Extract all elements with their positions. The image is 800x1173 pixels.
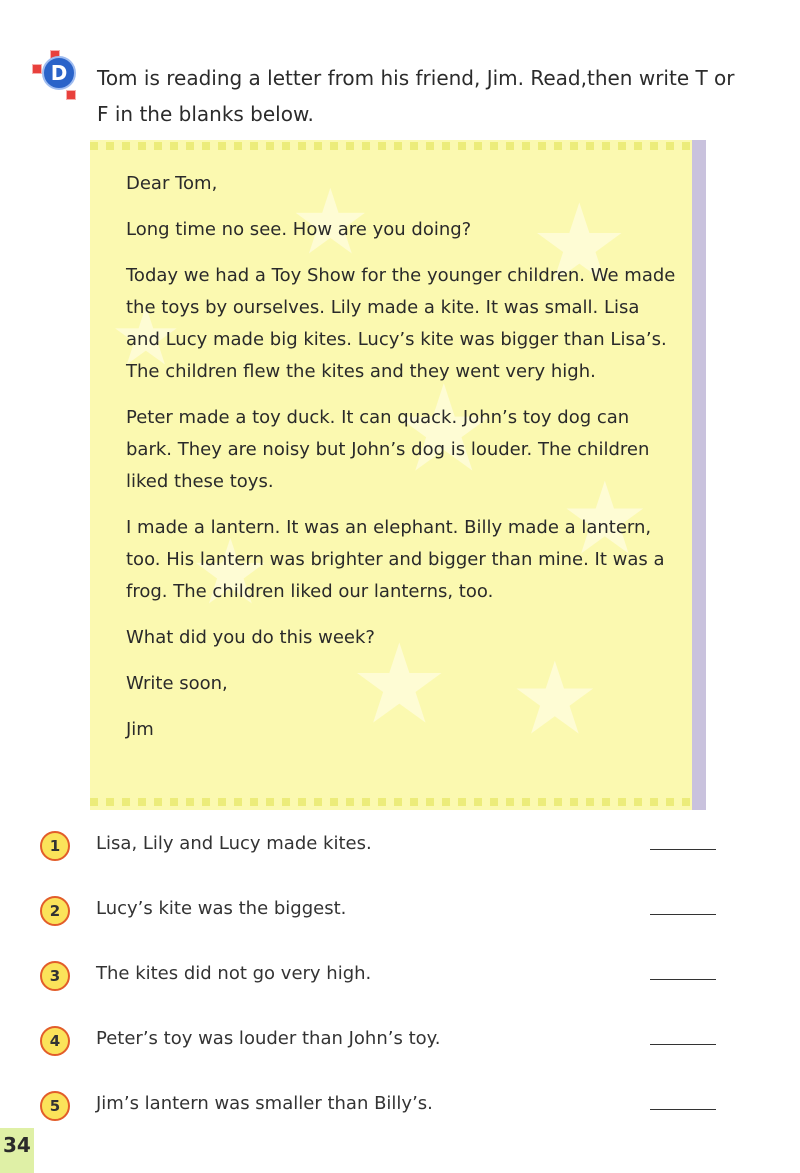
section-letter: D bbox=[42, 56, 76, 90]
star-decoration: ★ bbox=[290, 170, 371, 275]
question-number: 2 bbox=[40, 896, 70, 926]
question-item bbox=[40, 829, 720, 863]
letter-greeting: Dear Tom, bbox=[126, 173, 218, 194]
star-decoration: ★ bbox=[350, 620, 449, 748]
question-item bbox=[40, 1024, 720, 1058]
answer-blank[interactable] bbox=[650, 1044, 716, 1045]
letter-panel bbox=[90, 140, 706, 810]
question-text: Lucy’s kite was the biggest. bbox=[96, 898, 347, 919]
question-text: Peter’s toy was louder than John’s toy. bbox=[96, 1028, 441, 1049]
question-item bbox=[40, 1089, 720, 1123]
section-badge bbox=[30, 50, 78, 102]
question-number: 3 bbox=[40, 961, 70, 991]
letter-paragraph: I made a lantern. It was an elephant. Billy made a lantern, too. His lantern was brighter and bigger than mine. It was a frog. The children liked our lanterns, too. bbox=[126, 517, 665, 602]
star-decoration: ★ bbox=[530, 180, 629, 308]
checker-border-top bbox=[90, 142, 692, 150]
answer-blank[interactable] bbox=[650, 1109, 716, 1110]
answer-blank[interactable] bbox=[650, 979, 716, 980]
question-text: The kites did not go very high. bbox=[96, 963, 372, 984]
question-number: 4 bbox=[40, 1026, 70, 1056]
instruction-text: Tom is reading a letter from his friend, Jim. Read,then write T or F in the blanks below. bbox=[97, 66, 735, 126]
question-number: 1 bbox=[40, 831, 70, 861]
answer-blank[interactable] bbox=[650, 914, 716, 915]
question-number: 5 bbox=[40, 1091, 70, 1121]
badge-square-decoration bbox=[32, 64, 42, 74]
checker-border-bottom bbox=[90, 798, 692, 806]
star-decoration: ★ bbox=[560, 460, 650, 577]
question-text: Lisa, Lily and Lucy made kites. bbox=[96, 833, 372, 854]
star-decoration: ★ bbox=[510, 640, 600, 757]
page-number: 34 bbox=[0, 1128, 34, 1173]
letter-paragraph: Peter made a toy duck. It can quack. John’s toy dog can bark. They are noisy but John’s dog is louder. The children liked these toys. bbox=[126, 407, 650, 492]
question-item bbox=[40, 894, 720, 928]
letter-signature: Jim bbox=[126, 719, 154, 740]
letter-paragraph: What did you do this week? bbox=[126, 627, 375, 648]
question-item bbox=[40, 959, 720, 993]
letter-paragraph: Today we had a Toy Show for the younger children. We made the toys by ourselves. Lily made a kite. It was small. Lisa and Lucy made big kites. Lucy’s kite was bigger than Lisa’s. The children flew the kites and they went very high. bbox=[126, 265, 676, 382]
star-decoration: ★ bbox=[190, 520, 271, 625]
badge-square-decoration bbox=[66, 90, 76, 100]
star-decoration: ★ bbox=[110, 290, 182, 383]
star-decoration: ★ bbox=[390, 360, 498, 499]
letter-closing: Write soon, bbox=[126, 673, 228, 694]
letter-paragraph: Long time no see. How are you doing? bbox=[126, 219, 472, 240]
letter-body bbox=[126, 168, 676, 760]
question-text: Jim’s lantern was smaller than Billy’s. bbox=[96, 1093, 433, 1114]
answer-blank[interactable] bbox=[650, 849, 716, 850]
